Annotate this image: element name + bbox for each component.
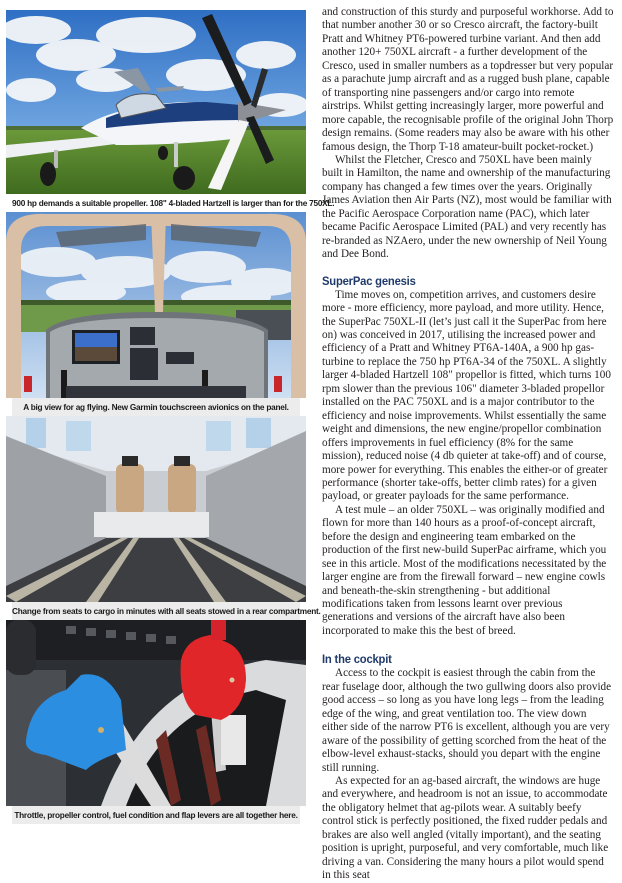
article-paragraph: As expected for an ag-based aircraft, the windows are huge and everywhere, and headroom is not an issue, to accommodate the obligatory helmet that ag-pilots wear. A suitably beefy control stick is perfectly positioned, the fixed rudder pedals and brakes are also well angled (vitally important), and the seating position is upright, purposeful, and very comfortable, much like driving a van. Considering the many hours a pilot would spend in this seat	[322, 775, 609, 882]
cabin-image	[6, 416, 306, 602]
article-paragraph: Whilst the Fletcher, Cresco and 750XL have been mainly built in Hamilton, the name and ownership of the manufacturing company has changed a few times over the years. Originally James Aviation then Air Parts (NZ), most would be familiar with the Pacific Aerospace Corporation name (PAC), which later became Pacific Aerospace Limited (PAL) and very recently has re-branded as NZAero, under the new ownership of Neil Young and Dee Bond.	[322, 153, 612, 261]
section-heading-in-the-cockpit: In the cockpit	[322, 652, 392, 667]
aircraft-photo	[6, 10, 306, 194]
figure-caption: A big view for ag flying. New Garmin touchscreen avionics on the panel.	[12, 398, 300, 416]
figure-caption: Throttle, propeller control, fuel condition and flap levers are all together here.	[12, 806, 300, 824]
article-paragraph: Access to the cockpit is easiest through the cabin from the rear fuselage door, although the two gullwing doors also provide good access – so long as you have long legs – from the leading edge of the wing, and great ventilation too. The view down either side of the narrow PT6 is excellent, although you are very aware of the possibility of getting scorched from the heat of the elbow-level exhaust-stacks, should you depart with the engine still running.	[322, 667, 612, 774]
throttle-image	[6, 620, 306, 806]
section-heading-superpac-genesis: SuperPac genesis	[322, 273, 416, 288]
figure-caption: 900 hp demands a suitable propeller. 108" 4-bladed Hartzell is larger than for the 750XL.	[12, 194, 300, 212]
photo-column	[6, 10, 335, 824]
article-body	[322, 6, 614, 883]
figure-caption: Change from seats to cargo in minutes with all seats stowed in a rear compartment.	[12, 602, 300, 620]
cabin-photo	[6, 416, 306, 602]
cockpit-image	[6, 212, 306, 398]
article-paragraph: and construction of this sturdy and purposeful workhorse. Add to that number another 30 or so Cresco aircraft, the factory-built Pratt and Whitney PT6-powered turbine variant. And then add another 120+ 750XL aircraft - a further development of the Cresco, used in smaller numbers as a topdresser but very popular as a parachute jump aircraft and as a rugged bush plane, capable of transporting nine passengers and/or cargo into remote airstrips. Whilst getting increasingly larger, more powerful and more capable, the recognisable profile of the original John Thorp design remains. (Some readers may also be aware with his other famous design, the Thorp T-18 amateur-built pocket-rocket.)	[322, 6, 614, 153]
aircraft-image	[6, 10, 306, 194]
cockpit-photo	[6, 212, 306, 398]
article-paragraph: A test mule – an older 750XL – was originally modified and flown for more than 140 hours as a proof-of-concept aircraft, before the design and engineering team embarked on the production of the first new-build SuperPac airframe, which you see in this article. Most of the modifications necessitated by the larger engine are from the firewall forward – new engine cowls and beneath-the-skin strengthening - but additional modifications taken from lessons learnt over previous generations and versions of the aircraft have also been incorporated to make this the best of breed.	[322, 503, 607, 637]
throttle-photo	[6, 620, 306, 806]
article-paragraph: Time moves on, competition arrives, and customers desire more - more efficiency, more payload, and more utility. Hence, the SuperPac 750XL-II (let’s just call it the SuperPac from here on) was conceived in 2017, utilising the increased power and efficiency of a Pratt and Whitney PT6A-140A, a 900 hp gas-turbine to replace the 750 hp PT6A-34 of the 750XL. A slightly larger 4-bladed Hartzell 108" propellor is fitted, which turns 100 rpm slower than the previous 106" diameter 3-bladed propellor installed on the PAC 750XL and is a major contributor to the efficiency and noise improvements. Whilst essentially the same weight and dimensions, the new engine/propellor combination offers improvements in fuel efficiency (8% for the same mission), reduced noise (4 db quieter at take-off) and of course, more power for everything. This enables the either-or of greater performance (shorter take-offs, better climb rates) for a given payload, or greater payloads for the same performance.	[322, 288, 611, 503]
